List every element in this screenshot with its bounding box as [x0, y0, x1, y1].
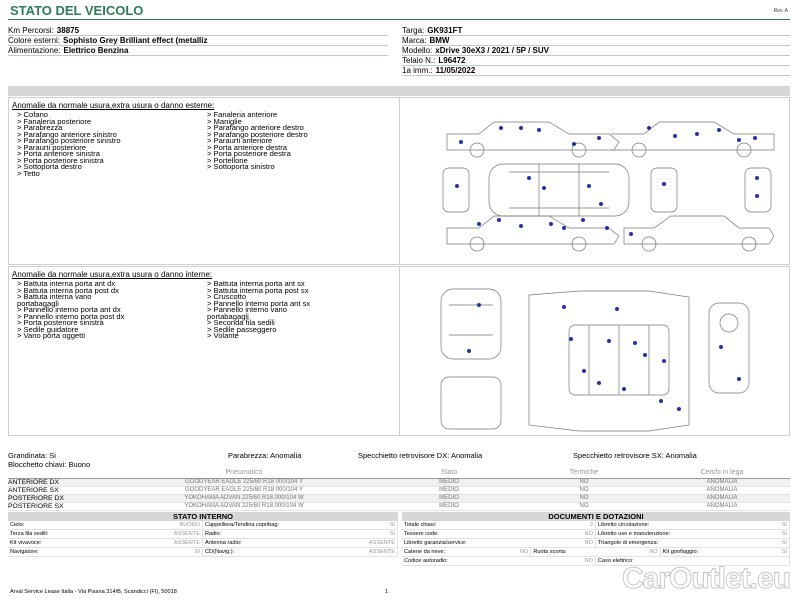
tyre-cell-tyre: GOODYEAR EAGLE 225/60 R18 000/104 Y — [104, 478, 384, 486]
stato-interno-cell — [8, 548, 203, 556]
stato-interno-label: Cappelliera/Tendina copribag: — [205, 522, 280, 528]
info-row-modello: Modello: xDrive 30eX3 / 2021 / 5P / SUV — [402, 46, 790, 56]
interior-car-diagram — [439, 285, 779, 433]
documenti-row — [402, 548, 790, 557]
documenti-label: Libretto garanzia/service: — [404, 540, 467, 546]
interior-col2-item: > Sedile passeggero — [207, 324, 277, 334]
tyre-cell-cerchi: ANOMALIA — [654, 486, 790, 494]
documenti-label: Tessere code: — [404, 531, 439, 537]
stato-interno-row — [8, 521, 398, 530]
stato-interno-panel — [8, 512, 398, 557]
exterior-col1-item: > Fanaleria posteriore — [17, 116, 92, 126]
exterior-col1-item: > Paraurti posteriore — [17, 142, 87, 152]
stato-interno-value: ASSENTE — [173, 531, 200, 537]
exterior-car-diagram — [439, 116, 779, 264]
interior-col2-item: > Seconda fila sedili — [207, 318, 275, 327]
stato-interno-row — [8, 548, 398, 557]
exterior-col2-item: > Sottoporta sinistro — [207, 162, 275, 171]
documenti-value: NO — [649, 549, 658, 555]
stato-interno-value: ASSENTE — [173, 540, 200, 546]
exterior-col1-item: > Parafango anteriore sinistro — [17, 129, 117, 139]
info-row-marca: Marca: BMW — [402, 36, 790, 46]
documenti-panel — [402, 512, 790, 566]
interior-col1-item: > Battuta interna vano — [17, 292, 92, 301]
stato-interno-value: BUONO — [179, 522, 200, 528]
stato-interno-row — [8, 539, 398, 548]
documenti-label: Totale chiavi: — [404, 522, 437, 528]
info-row-targa: Targa: GK931FT — [402, 26, 790, 36]
tyres-header-cerchi: Cerchi in lega — [654, 468, 790, 478]
info-row-alimentazione: Alimentazione: Elettrico Benzina — [8, 46, 388, 56]
stato-interno-cell — [8, 521, 203, 529]
exterior-col2-item: > Porta posteriore destra — [207, 149, 291, 158]
grandinata-status: Grandinata: Si — [8, 451, 56, 460]
documenti-value: SI — [781, 549, 787, 555]
documenti-cell — [661, 548, 790, 556]
footer-company: Arval Service Lease Italia - Via Pisana 314/B, Scandicci (FI), 50018 — [10, 589, 177, 595]
tyre-row — [8, 486, 790, 494]
documenti-row — [402, 530, 790, 539]
tyres-header-pos — [8, 468, 104, 478]
tyre-cell-pos: ANTERIORE SX — [8, 486, 104, 494]
stato-interno-cell — [203, 530, 398, 538]
info-row-immatricolazione: 1a imm.: 11/05/2022 — [402, 66, 790, 76]
tyre-row — [8, 502, 790, 510]
stato-interno-value: SI — [389, 531, 395, 537]
watermark: CarOutlet.eu — [622, 562, 791, 595]
documenti-value: NO — [584, 558, 593, 564]
documenti-cell — [531, 548, 660, 556]
interior-col1-item: > Vano porta oggetti — [17, 331, 86, 340]
vehicle-info-right — [402, 26, 790, 76]
status-summary — [8, 451, 790, 469]
exterior-list-col1 — [17, 112, 207, 177]
exterior-col2-item: > Fanaleria anteriore — [207, 110, 278, 119]
tyre-cell-stato: MEDIO — [384, 494, 514, 502]
exterior-section-title: Anomalie da normale usura,extra usura o danno esterne: — [12, 101, 215, 110]
interior-col2-item: > Battuta interna porta post sx — [207, 285, 309, 295]
stato-interno-label: Cielo: — [10, 522, 25, 528]
tyres-header-termiche: Termiche — [514, 468, 654, 478]
exterior-col2-item: > Parafango anteriore destro — [207, 123, 304, 132]
exterior-col1-item: > Parafango posteriore sinistro — [17, 136, 121, 145]
exterior-col1-item: > Sottoporta destro — [17, 162, 82, 171]
documenti-value: SI — [781, 540, 787, 546]
exterior-col2-item: > Porta anteriore destra — [207, 142, 287, 152]
exterior-col1-item: > Parabrezza — [17, 123, 63, 132]
exterior-col1-item: > Cofano — [17, 110, 49, 119]
tyre-cell-stato: MEDIO — [384, 502, 514, 510]
documenti-value: NO — [584, 540, 593, 546]
exterior-damage-section — [8, 97, 790, 265]
stato-interno-label: Antenna radio: — [205, 540, 242, 546]
stato-interno-title: STATO INTERNO — [8, 512, 398, 521]
exterior-col1-item: > Tetto — [17, 168, 40, 178]
documenti-label: Codice autoradio: — [404, 558, 448, 564]
tyre-cell-termiche: NO — [514, 494, 654, 502]
documenti-value: NO — [584, 531, 593, 537]
interior-list-col1 — [17, 281, 207, 340]
documenti-value: SI — [781, 531, 787, 537]
specchietto-sx-status: Specchietto retrovisore SX: Anomalia — [573, 451, 697, 460]
tyre-cell-tyre: YOKOHAMA ADVAN 225/60 R18 000/104 W — [104, 494, 384, 502]
documenti-cell — [596, 521, 790, 529]
tyre-cell-tyre: GOODYEAR EAGLE 225/60 R18 000/104 Y — [104, 486, 384, 494]
documenti-value: 2 — [589, 522, 593, 528]
stato-interno-label: Navigatore: — [10, 549, 39, 555]
documenti-label: Triangolo di emergenza: — [598, 540, 659, 546]
interior-col2-item: > Cruscotto — [207, 292, 247, 301]
exterior-col2-item: > Paraurti anteriore — [207, 136, 273, 145]
stato-interno-value: ASSENTE — [368, 549, 395, 555]
documenti-cell — [402, 539, 596, 547]
documenti-label: Ruota scorta: — [533, 549, 567, 555]
exterior-col2-item: > Portellone — [207, 155, 248, 165]
interior-col2-item: > Pannello interno vano — [207, 305, 288, 314]
interior-col2-item: > Pannello interno porta ant sx — [207, 298, 311, 308]
stato-interno-label: CD(Navig.): — [205, 549, 235, 555]
exterior-col2-item: > Parafango posteriore destro — [207, 129, 308, 139]
interior-list-col2 — [207, 281, 397, 340]
tyre-cell-pos: POSTERIORE SX — [8, 502, 104, 510]
interior-col1-item: > Battuta interna porta post dx — [17, 285, 119, 295]
tyre-cell-termiche: NO — [514, 486, 654, 494]
documenti-label: Cavo elettrico: — [598, 558, 634, 564]
info-row-colore: Colore esterni: Sophisto Grey Brilliant effect (metalliz — [8, 36, 388, 46]
section-divider — [399, 267, 400, 435]
blocchetto-status: Blocchetto chiavi: Buono — [8, 460, 91, 469]
exterior-list-col2 — [207, 112, 397, 177]
exterior-col1-item: > Porta anteriore sinistra — [17, 149, 100, 158]
tyre-cell-stato: MEDIO — [384, 478, 514, 486]
documenti-cell — [402, 557, 596, 565]
interior-col2-item: portabagagli — [207, 311, 249, 321]
section-divider — [399, 98, 400, 264]
tyres-header-pneumatico: Pneumatico — [104, 468, 384, 478]
tyre-cell-termiche: NO — [514, 502, 654, 510]
page-title: STATO DEL VEICOLO — [10, 3, 144, 18]
stato-interno-cell — [8, 539, 203, 547]
tyre-cell-pos: ANTERIORE DX — [8, 478, 104, 486]
stato-interno-label: Terza fila sedili: — [10, 531, 49, 537]
stato-interno-cell — [8, 530, 203, 538]
tyre-cell-cerchi: ANOMALIA — [654, 494, 790, 502]
stato-interno-cell — [203, 539, 398, 547]
exterior-col2-item: > Maniglie — [207, 116, 242, 126]
documenti-cell — [402, 521, 596, 529]
interior-col1-item: > Porta posteriore sinistra — [17, 318, 104, 327]
tyre-row — [8, 494, 790, 502]
documenti-title: DOCUMENTI E DOTAZIONI — [402, 512, 790, 521]
tyre-cell-stato: MEDIO — [384, 486, 514, 494]
interior-col1-item: portabagagli — [17, 298, 59, 308]
interior-col2-item: > Volante — [207, 331, 239, 340]
stato-interno-value: SI — [389, 522, 395, 528]
documenti-row — [402, 539, 790, 548]
revision-label: Rev. A — [773, 8, 788, 14]
stato-interno-cell — [203, 548, 398, 556]
tyre-cell-pos: POSTERIORE DX — [8, 494, 104, 502]
title-rule — [8, 19, 790, 20]
documenti-label: Libretto circolazione: — [598, 522, 650, 528]
tyres-header-row — [8, 468, 790, 478]
parabrezza-status: Parabrezza: Anomalia — [228, 451, 302, 460]
stato-interno-value: SI — [194, 549, 200, 555]
documenti-row — [402, 521, 790, 530]
stato-interno-label: Radio: — [205, 531, 222, 537]
tyre-row — [8, 478, 790, 486]
interior-col1-item: > Pannello interno porta post dx — [17, 311, 125, 321]
interior-section-title: Anomalie da normale usura,extra usura o danno interne: — [12, 270, 213, 279]
tyre-cell-cerchi: ANOMALIA — [654, 478, 790, 486]
documenti-label: Libretto uso e manutenzione: — [598, 531, 671, 537]
documenti-value: SI — [781, 522, 787, 528]
documenti-label: Kit gonfiaggio: — [662, 549, 699, 555]
info-row-telaio: Telaio N.: L96472 — [402, 56, 790, 66]
exterior-col1-item: > Porta posteriore sinistra — [17, 155, 104, 165]
documenti-cell — [402, 548, 531, 556]
stato-interno-row — [8, 530, 398, 539]
tyre-cell-tyre: YOKOHAMA ADVAN 225/60 R18 000/104 W — [104, 502, 384, 510]
tyres-table — [8, 468, 790, 511]
stato-interno-value: ASSENTE — [368, 540, 395, 546]
documenti-cell — [402, 530, 596, 538]
interior-col1-item: > Pannello interno porta ant dx — [17, 305, 121, 314]
tyre-cell-termiche: NO — [514, 478, 654, 486]
tyre-cell-cerchi: ANOMALIA — [654, 502, 790, 510]
stato-interno-label: Kit vivavoce: — [10, 540, 42, 546]
documenti-label: Catene da neve: — [404, 549, 446, 555]
vehicle-info-left — [8, 26, 388, 56]
tyres-header-stato: Stato — [384, 468, 514, 478]
stato-interno-cell — [203, 521, 398, 529]
specchietto-dx-status: Specchietto retrovisore DX: Anomalia — [358, 451, 483, 460]
interior-col1-item: > Sedile guidatore — [17, 324, 79, 334]
separator-band — [8, 86, 790, 96]
interior-col2-item: > Battuta interna porta ant sx — [207, 279, 305, 288]
documenti-value: NO — [519, 549, 529, 555]
interior-damage-section — [8, 266, 790, 436]
documenti-cell — [596, 530, 790, 538]
info-row-km: Km Percorsi: 38875 — [8, 26, 388, 36]
page-number: 1 — [385, 589, 389, 595]
documenti-cell — [596, 539, 790, 547]
interior-col1-item: > Battuta interna porta ant dx — [17, 279, 116, 288]
